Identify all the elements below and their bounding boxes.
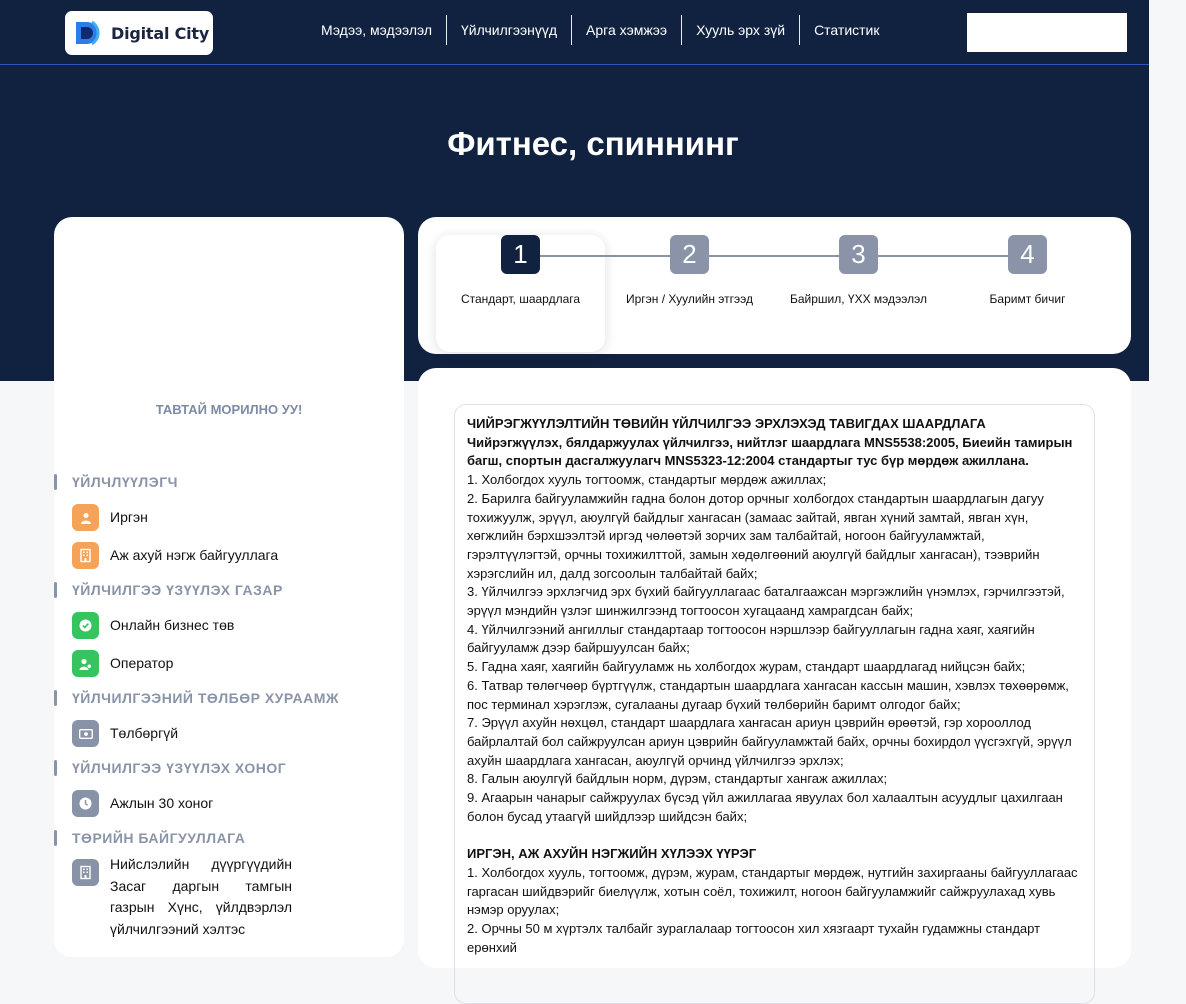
requirements-box bbox=[454, 404, 1095, 1004]
search-input[interactable] bbox=[967, 13, 1127, 52]
requirement-item: 3. Үйлчилгээ эрхлэгчид эрх бүхий байгууллагаас баталгаажсан мэргэжлийн үнэмлэх, гэрчилгээтэй, эрүүл мэндийн үзлэг шинжилгээнд тогтоосон хугацаанд хамрагдсан байх; bbox=[467, 584, 1065, 619]
sidebar-item-online-center[interactable] bbox=[54, 606, 404, 644]
sidebar-item-label: Ажлын 30 хоног bbox=[110, 795, 214, 811]
steps-wizard bbox=[418, 217, 1131, 354]
obligations-heading: ИРГЭН, АЖ АХУЙН НЭГЖИЙН ХҮЛЭЭХ ҮҮРЭГ bbox=[467, 846, 757, 862]
step-2-number[interactable]: 2 bbox=[670, 235, 709, 274]
spacer bbox=[467, 826, 1082, 845]
step-1-label[interactable]: Стандарт, шаардлага bbox=[460, 292, 581, 306]
money-icon bbox=[72, 720, 99, 747]
requirement-item: 2. Барилга байгууламжийн гадна болон дотор орчныг холбогдох стандартын шаардлагын дагуу тохижуулж, эрүүл, аюулгүй байдлыг хангасан (замаас зайтай, явган хүний замтай, явган хүн, хөгжлийн бэрхшээлтэй иргэд чөлөөтэй зорчих зам талбайтай, ногоон байгууламжтай, гэрэлтүүлэгтэй, орчны тохижилттой, замын хөдөлгөөний аюулгүй байдлыг хангасан), тээврийн хэрэгслийн ил, далд зогсоолын талбайтай байх; bbox=[467, 490, 1044, 581]
clock-icon bbox=[72, 790, 99, 817]
building-icon bbox=[72, 542, 99, 569]
requirement-item: 8. Галын аюулгүй байдлын норм, дүрэм, стандартыг хангаж ажиллах; bbox=[467, 771, 888, 787]
step-3-number[interactable]: 3 bbox=[839, 235, 878, 274]
content-card bbox=[418, 368, 1131, 968]
obligation-item: 2. Орчны 50 м хүртэлх талбайг зураглалаар тогтоосон хил хязгаарт тухайн гудамжны стандарт ерөнхий bbox=[467, 920, 1041, 955]
welcome-text: ТАВТАЙ МОРИЛНО УУ! bbox=[155, 402, 303, 417]
requirement-item: 7. Эрүүл ахуйн нөхцөл, стандарт шаардлага хангасан ариун цэврийн өрөөтэй, гэр хорооллод байрлалтай бол сайжруулсан ариун цэврийн байгууламжтай байх, орчны бохирдол үүсгэхгүй, эрүүл ахуйн шаардлага хангасан, аюулгүй орчинд үйлчилгээ эрхлэх; bbox=[467, 715, 1072, 768]
sidebar bbox=[54, 217, 404, 957]
sidebar-item-30-days[interactable] bbox=[54, 784, 404, 822]
requirement-item: 6. Татвар төлөгчөөр бүртгүүлж, стандартын шаардлага хангасан кассын машин, хэвлэх төхөөрөмж, пос терминал хэрэглэж, сугалааны дугаар бүхий төлбөрийн баримт олгодог байх; bbox=[467, 677, 1069, 712]
nav-item-statistics[interactable]: Статистик bbox=[799, 15, 893, 45]
office-icon bbox=[72, 859, 99, 886]
nav-item-services[interactable]: Үйлчилгээнүүд bbox=[446, 15, 571, 45]
operator-icon bbox=[72, 650, 99, 677]
page-title: Фитнес, спиннинг bbox=[447, 125, 739, 162]
nav-item-events[interactable]: Арга хэмжээ bbox=[571, 15, 681, 45]
check-circle-icon bbox=[72, 612, 99, 639]
step-1-number[interactable]: 1 bbox=[501, 235, 540, 274]
obligation-item: 1. Холбогдох хууль, тогтоомж, дүрэм, журам, стандартыг мөрдөж, нутгийн захиргааны байгууллагаас гаргасан шийдвэрийг биелүүлж, хотын соёл, тохижилт, ногоон байгууламжийг сайжруулахад хувь нэмэр оруулах; bbox=[467, 864, 1078, 918]
step-4-number[interactable]: 4 bbox=[1008, 235, 1047, 274]
main-nav bbox=[307, 15, 894, 45]
section-title: ҮЙЛЧИЛГЭЭНИЙ ТӨЛБӨР ХУРААМЖ bbox=[54, 689, 404, 707]
nav-item-law[interactable]: Хууль эрх зүй bbox=[681, 15, 799, 45]
sidebar-item-label: Төлбөргүй bbox=[110, 725, 179, 741]
brand-logo[interactable] bbox=[65, 11, 213, 55]
user-icon bbox=[72, 504, 99, 531]
section-title: ҮЙЛЧИЛГЭЭ ҮЗҮҮЛЭХ ГАЗАР bbox=[54, 581, 404, 599]
step-3-label[interactable]: Байршил, ҮХХ мэдээлэл bbox=[789, 292, 928, 306]
requirements-intro: Чийрэгжүүлэх, бялдаржуулах үйлчилгээ, нийтлэг шаардлага MNS5538:2005, Биеийн тамирын багш, спортын дасгалжуулагч MNS5323-12:2004 стандартыг тус бүр мөрдөж ажиллана. bbox=[467, 434, 1073, 469]
step-4-label[interactable]: Баримт бичиг bbox=[989, 292, 1066, 306]
brand-name: Digital City bbox=[111, 23, 210, 43]
logo-icon bbox=[72, 17, 104, 49]
sidebar-section-duration bbox=[54, 759, 404, 822]
requirement-item: 9. Агаарын чанарыг сайжруулах бүсэд үйл ажиллагаа явуулах бол халаалтын асуудлыг цахилгаан болон бусад утаагүй шийдлээр шийдсэн байх; bbox=[467, 790, 1063, 824]
sidebar-section-agency bbox=[54, 829, 404, 940]
requirement-item: 4. Үйлчилгээний ангиллыг стандартаар тогтоосон нэршлээр байгууллагын гадна хаяг, хаягийн байгууламж дээр байршуулсан байх; bbox=[467, 621, 1035, 656]
step-2-label[interactable]: Иргэн / Хуулийн этгээд bbox=[626, 292, 753, 306]
sidebar-item-operator[interactable] bbox=[54, 644, 404, 682]
requirement-item: 1. Холбогдох хууль тогтоомж, стандартыг мөрдөж ажиллах; bbox=[467, 472, 827, 488]
sidebar-item-free[interactable] bbox=[54, 714, 404, 752]
nav-item-news[interactable]: Мэдээ, мэдээлэл bbox=[321, 22, 432, 38]
sidebar-item-organization[interactable] bbox=[54, 536, 404, 574]
requirement-item: 5. Гадна хаяг, хаягийн байгууламж нь холбогдох журам, стандарт шаардлагад нийцсэн байх; bbox=[467, 659, 1026, 675]
sidebar-item-label: Онлайн бизнес төв bbox=[110, 617, 235, 633]
sidebar-item-label: Иргэн bbox=[110, 509, 148, 525]
sidebar-item-label: Аж ахуй нэгж байгууллага bbox=[110, 547, 279, 563]
step-connector bbox=[540, 255, 670, 257]
sidebar-item-label: Оператор bbox=[110, 655, 174, 671]
sidebar-item-citizen[interactable] bbox=[54, 498, 404, 536]
sidebar-item-label: Нийслэлийн дүүргүүдийн Засаг даргын тамгын газрын Хүнс, үйлдвэрлэл үйлчилгээний хэлтэс bbox=[110, 856, 292, 937]
sidebar-section-service-place bbox=[54, 581, 404, 682]
section-title: ҮЙЛЧЛҮҮЛЭГЧ bbox=[54, 473, 404, 491]
sidebar-section-fee bbox=[54, 689, 404, 752]
sidebar-item-agency[interactable] bbox=[54, 854, 404, 940]
step-connector bbox=[709, 255, 839, 257]
step-connector bbox=[878, 255, 1008, 257]
section-title: ҮЙЛЧИЛГЭЭ ҮЗҮҮЛЭХ ХОНОГ bbox=[54, 759, 404, 777]
requirements-heading: ЧИЙРЭГЖҮҮЛЭЛТИЙН ТӨВИЙН ҮЙЛЧИЛГЭЭ ЭРХЛЭХЭД ТАВИГДАХ ШААРДЛАГА bbox=[467, 416, 986, 431]
section-title: ТӨРИЙН БАЙГУУЛЛАГА bbox=[54, 829, 404, 847]
sidebar-section-customer bbox=[54, 473, 404, 574]
navbar bbox=[0, 0, 1149, 65]
